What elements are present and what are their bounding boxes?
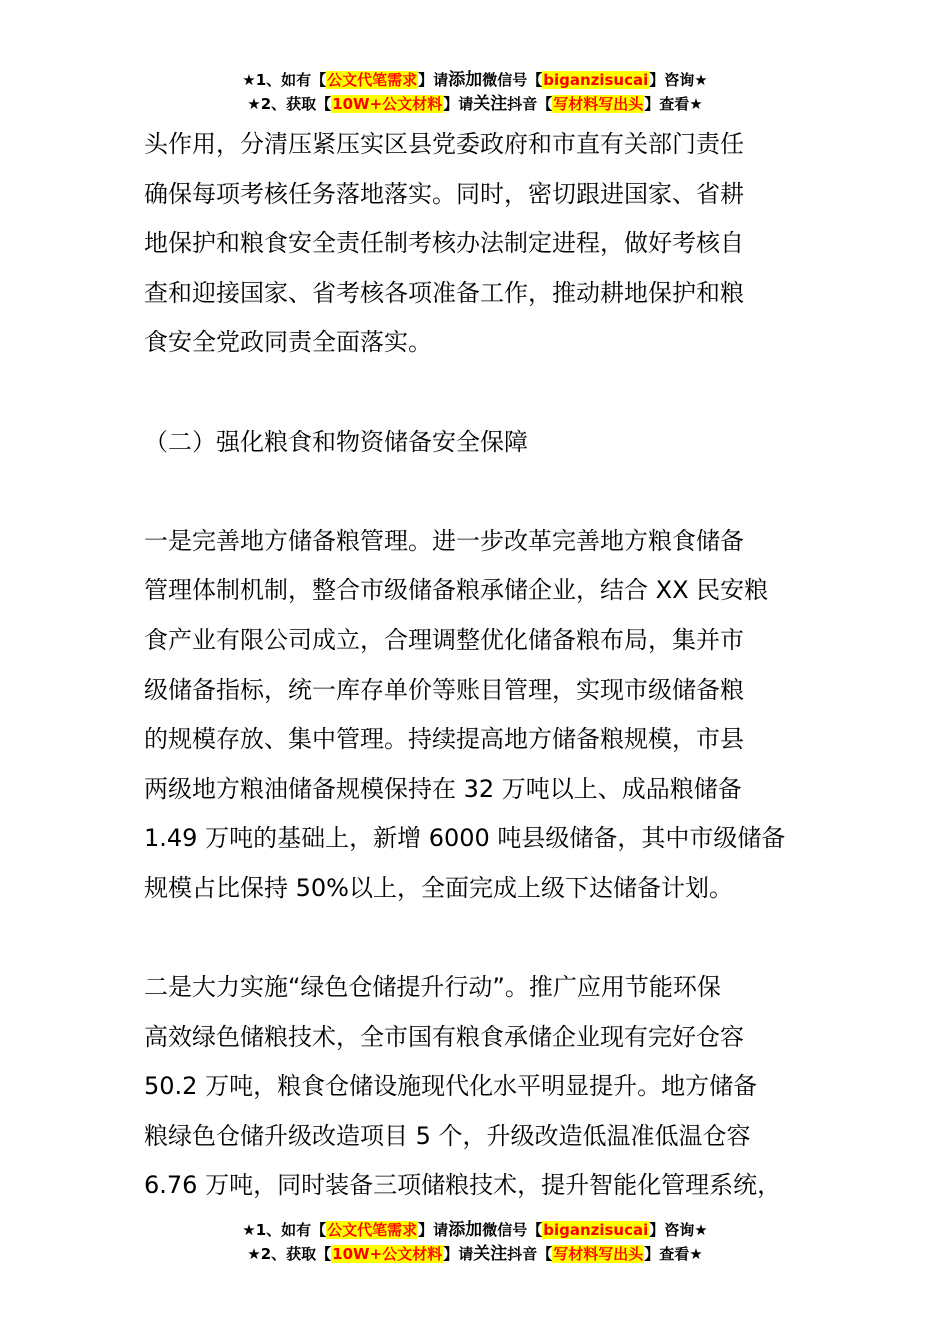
banner-line-1 [0,68,950,92]
text-line: 管理体制机制，整合市级储备粮承储企业，结合 XX 民安粮 [144,576,769,605]
banner-text: 】咨询★ [649,1221,708,1239]
section-heading [144,418,824,468]
document-body [144,120,824,1211]
banner-text: 微信号【 [482,71,543,89]
text-line: 1.49 万吨的基础上，新增 6000 吨县级储备，其中市级储备 [144,824,786,853]
banner-line-1 [0,1218,950,1242]
banner-emphasis: 关注 [473,1244,508,1264]
banner-emphasis: 添加 [448,1220,483,1240]
banner-text: 】查看★ [644,1245,703,1263]
paragraph-gap [144,467,824,517]
banner-highlight: 公文代笔需求 [327,1221,418,1239]
banner-text: 】请 [418,71,449,89]
banner-text: 抖音【 [507,95,553,113]
paragraph-gap [144,368,824,418]
paragraph-2 [144,517,824,914]
banner-text: 】请 [443,1245,474,1263]
banner-highlight: 公文代笔需求 [327,71,418,89]
banner-highlight: 10W+公文材料 [332,1245,443,1263]
text-line: 查和迎接国家、省考核各项准备工作，推动耕地保护和粮 [144,278,744,307]
text-line: 两级地方粮油储备规模保持在 32 万吨以上、成品粮储备 [144,774,742,803]
banner-text: ★1、如有【 [242,71,327,89]
banner-highlight: 写材料写出头 [553,1245,644,1263]
footer-banner [0,1218,950,1266]
banner-line-2 [0,92,950,116]
paragraph-1 [144,120,824,368]
text-line: 一是完善地方储备粮管理。进一步改革完善地方粮食储备 [144,526,744,555]
text-line: 规模占比保持 50%以上，全面完成上级下达储备计划。 [144,873,733,902]
banner-highlight: 写材料写出头 [553,95,644,113]
banner-text: 微信号【 [482,1221,543,1239]
banner-text: 】查看★ [644,95,703,113]
banner-text: 】请 [443,95,474,113]
text-line: 食安全党政同责全面落实。 [144,328,432,357]
text-line: 粮绿色仓储升级改造项目 5 个，升级改造低温准低温仓容 [144,1121,751,1150]
heading-text: （二）强化粮食和物资储备安全保障 [144,427,528,456]
text-line: 高效绿色储粮技术，全市国有粮食承储企业现有完好仓容 [144,1022,744,1051]
banner-highlight: biganzisucai [543,71,649,89]
banner-text: ★2、获取【 [247,1245,332,1263]
paragraph-gap [144,914,824,964]
text-line: 食产业有限公司成立，合理调整优化储备粮布局，集并市 [144,625,744,654]
text-line: 确保每项考核任务落地落实。同时，密切跟进国家、省耕 [144,179,744,208]
banner-highlight: 10W+公文材料 [332,95,443,113]
banner-text: ★2、获取【 [247,95,332,113]
header-banner [0,68,950,116]
text-line: 6.76 万吨，同时装备三项储粮技术，提升智能化管理系统， [144,1171,782,1200]
banner-text: ★1、如有【 [242,1221,327,1239]
text-line: 的规模存放、集中管理。持续提高地方储备粮规模，市县 [144,725,744,754]
text-line: 头作用，分清压紧压实区县党委政府和市直有关部门责任 [144,130,744,158]
text-line: 二是大力实施“绿色仓储提升行动”。推广应用节能环保 [144,973,721,1002]
banner-emphasis: 添加 [448,70,483,90]
banner-highlight: biganzisucai [543,1221,649,1239]
banner-emphasis: 关注 [473,94,508,114]
text-line: 50.2 万吨，粮食仓储设施现代化水平明显提升。地方储备 [144,1072,758,1101]
text-line: 地保护和粮食安全责任制考核办法制定进程，做好考核自 [144,229,744,258]
banner-text: 】请 [418,1221,449,1239]
banner-text: 抖音【 [507,1245,553,1263]
banner-line-2 [0,1242,950,1266]
banner-text: 】咨询★ [649,71,708,89]
paragraph-3 [144,963,824,1211]
text-line: 级储备指标，统一库存单价等账目管理，实现市级储备粮 [144,675,744,704]
